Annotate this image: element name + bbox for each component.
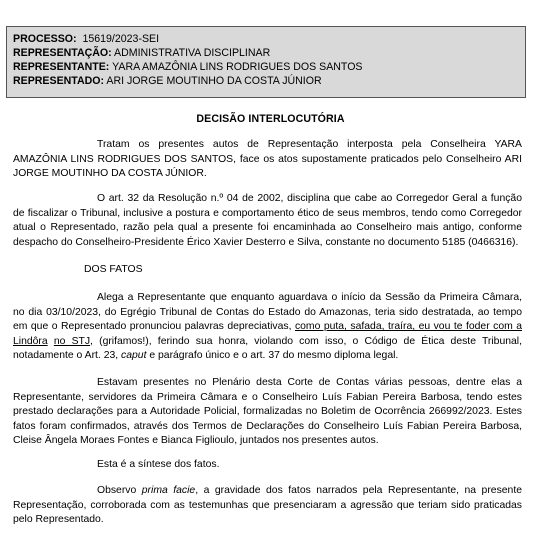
quoted-words: como puta, safada, traíra, eu vou te foder com a Lindôra xyxy=(13,321,523,347)
document-title: DECISÃO INTERLOCUTÓRIA xyxy=(196,113,345,125)
paragraph-observation xyxy=(13,484,522,528)
observation-text-1: Observo xyxy=(97,485,137,496)
paragraph-summary: Esta é a síntese dos fatos. xyxy=(97,459,220,470)
observation-text-2: , a gravidade dos fatos narrados pela Representante, na presente Representação, corroborada com as testemunhas que presenciaram a agressão que teriam sido praticadas pelo Representado. xyxy=(13,485,522,526)
representado-line xyxy=(13,74,525,88)
processo-value: 15619/2023-SEI xyxy=(82,33,160,45)
representado-label: REPRESENTADO: xyxy=(13,75,105,87)
allegation-text-1: Alega a Representante que enquanto aguardava o início da Sessão da Primeira Câmara, no dia 03/10/2023, do Egrégio Tribunal de Contas do Estado do Amazonas, teria sido destratada, ao tempo em que o Representado pronunciou palavras depreciativas, xyxy=(13,292,522,333)
paragraph-witnesses: Estavam presentes no Plenário desta Corte de Contas várias pessoas, dentre elas a Representante, servidores da Primeira Câmara e o Conselheiro Luís Fabian Pereira Barbosa, tendo estes prestado declarações para a Autoridade Policial, formalizadas no Boletim de Ocorrência 266992/2023. Estes fatos foram confirmados, através dos Termos de Declarações do Conselheiro Luís Fabian Pereira Barbosa, Cleise Ângela Moraes Fontes e Bianca Figlioulo, juntados nos presentes autos. xyxy=(13,377,522,447)
process-header-box xyxy=(6,26,526,98)
caput-italic: caput xyxy=(121,350,147,362)
allegation-text-3: e parágrafo único e o art. 37 do mesmo diploma legal. xyxy=(149,350,399,362)
representante-line xyxy=(13,60,525,74)
paragraph-intro: Tratam os presentes autos de Representação interposta pela Conselheira YARA AMAZÔNIA LINS RODRIGUES DOS SANTOS, face os atos supostamente praticados pelo Conselheiro ARI JORGE MOUTINHO DA COSTA JÚNIOR. xyxy=(13,139,522,180)
section-heading-dos-fatos: DOS FATOS xyxy=(84,264,143,275)
paragraph-allegation xyxy=(13,291,522,364)
representacao-line xyxy=(13,46,525,60)
representante-value: YARA AMAZÔNIA LINS RODRIGUES DOS SANTOS xyxy=(112,61,363,73)
processo-label: PROCESSO: xyxy=(13,33,77,45)
prima-facie-italic: prima facie xyxy=(141,485,196,496)
paragraph-legal-basis: O art. 32 da Resolução n.º 04 de 2002, disciplina que cabe ao Corregedor Geral a função de fiscalizar o Tribunal, inclusive a postura e comportamento ético de seus membros, tendo como Corregedor atual o Representado, razão pela qual a presente foi encaminhada ao Conselheiro mais antigo, conforme despacho do Conselheiro-Presidente Érico Xavier Desterro e Silva, constante no documento 5185 (0466316). xyxy=(13,193,522,248)
allegation-text-2: , (grifamos!), ferindo sua honra, violando com isso, o Código de Ética deste Tribunal, notadamente o Art. 23, xyxy=(13,335,522,362)
representante-label: REPRESENTANTE: xyxy=(13,61,110,73)
representado-value: ARI JORGE MOUTINHO DA COSTA JÚNIOR xyxy=(106,75,322,87)
representacao-value: ADMINISTRATIVA DISCIPLINAR xyxy=(114,47,271,59)
processo-line xyxy=(13,32,525,46)
representacao-label: REPRESENTAÇÃO: xyxy=(13,47,112,59)
quoted-stj: no STJ xyxy=(53,335,91,347)
